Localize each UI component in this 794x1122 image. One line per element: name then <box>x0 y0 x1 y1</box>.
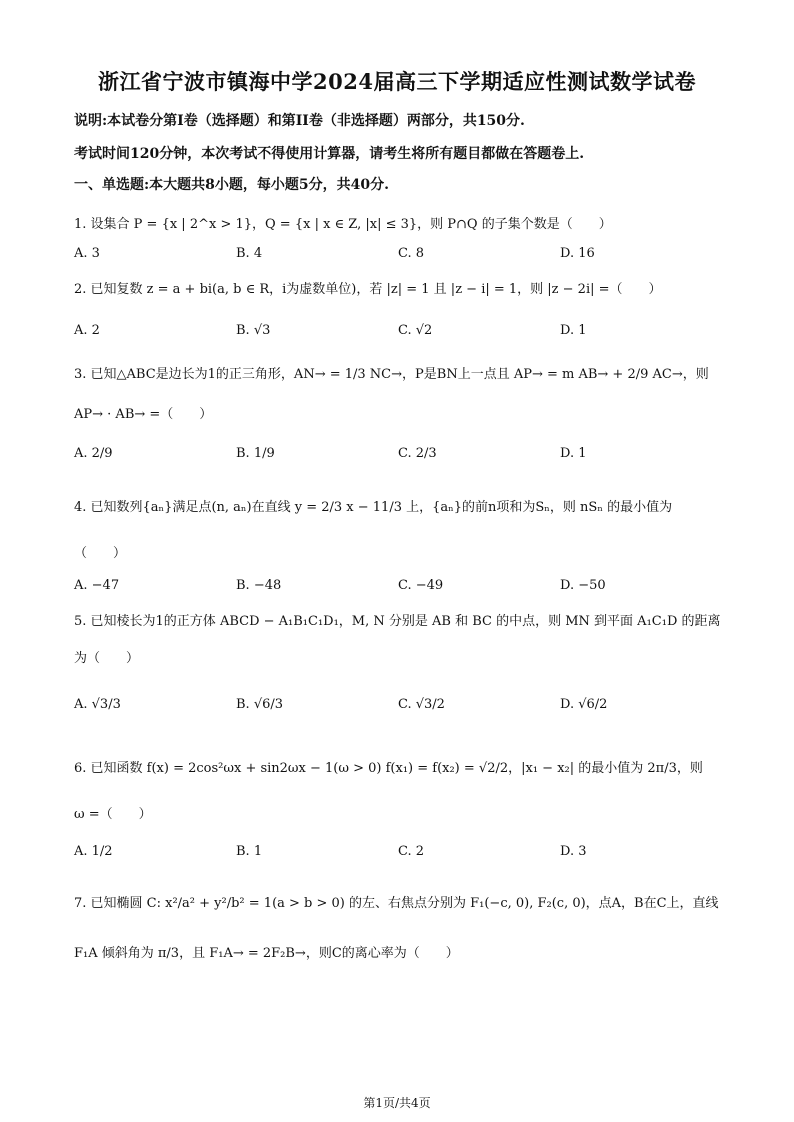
exam-title: 浙江省宁波市镇海中学2024届高三下学期适应性测试数学试卷 <box>98 69 696 94</box>
option-c: C. −49 <box>398 578 444 593</box>
question-4-line-2: （ ） <box>74 546 127 561</box>
question-2: 2. 已知复数 z = a + bi(a, b ∈ R，i为虚数单位)，若 |z| = 1 且 |z − i| = 1，则 |z − 2i| =（ ） <box>74 282 662 297</box>
option-d: D. √6/2 <box>560 697 608 712</box>
option-b: B. 4 <box>236 246 263 261</box>
question-6-line-1: 6. 已知函数 f(x) = 2cos²ωx + sin2ωx − 1(ω > 0) f(x₁) = f(x₂) = √2/2，|x₁ − x₂| 的最小值为 2π/3，则 <box>74 761 703 776</box>
question-5-line-2: 为（ ） <box>74 651 140 666</box>
option-d: D. −50 <box>560 578 606 593</box>
question-4-options <box>74 578 714 600</box>
option-a: A. √3/3 <box>74 697 121 712</box>
question-5-options <box>74 697 714 719</box>
page-number: 第1页/共4页 <box>363 1096 431 1110</box>
option-a: A. 1/2 <box>74 844 113 859</box>
option-c: C. √3/2 <box>398 697 445 712</box>
option-b: B. 1 <box>236 844 263 859</box>
option-b: B. √6/3 <box>236 697 284 712</box>
option-b: B. −48 <box>236 578 282 593</box>
question-3-line-2: AP→ · AB→ =（ ） <box>74 407 213 422</box>
question-2-options <box>74 323 714 345</box>
option-c: C. 2/3 <box>398 446 437 461</box>
option-a: A. −47 <box>74 578 120 593</box>
exam-instruction: 说明:本试卷分第I卷（选择题）和第II卷（非选择题）两部分，共150分. <box>74 113 525 129</box>
option-a: A. 2 <box>74 323 100 338</box>
option-c: C. √2 <box>398 323 433 338</box>
option-b: B. 1/9 <box>236 446 275 461</box>
question-6-options <box>74 844 714 866</box>
question-1-options <box>74 246 714 268</box>
option-a: A. 2/9 <box>74 446 113 461</box>
question-3-options <box>74 446 714 468</box>
option-d: D. 1 <box>560 446 587 461</box>
question-4-line-1: 4. 已知数列{aₙ}满足点(n, aₙ)在直线 y = 2/3 x − 11/3 上，{aₙ}的前n项和为Sₙ，则 nSₙ 的最小值为 <box>74 500 673 515</box>
question-3-line-1: 3. 已知△ABC是边长为1的正三角形，AN→ = 1/3 NC→，P是BN上一点且 AP→ = m AB→ + 2/9 AC→，则 <box>74 367 709 382</box>
option-d: D. 1 <box>560 323 587 338</box>
question-7-line-1: 7. 已知椭圆 C: x²/a² + y²/b² = 1(a > b > 0) 的左、右焦点分别为 F₁(−c, 0), F₂(c, 0)，点A，B在C上，直线 <box>74 896 719 911</box>
option-a: A. 3 <box>74 246 100 261</box>
option-d: D. 16 <box>560 246 595 261</box>
question-6-line-2: ω =（ ） <box>74 807 152 822</box>
option-d: D. 3 <box>560 844 587 859</box>
exam-time-note: 考试时间120分钟，本次考试不得使用计算器，请考生将所有题目都做在答题卷上. <box>74 146 585 162</box>
question-7-line-2: F₁A 倾斜角为 π/3，且 F₁A→ = 2F₂B→，则C的离心率为（ ） <box>74 946 459 961</box>
section-heading: 一、单选题:本大题共8小题，每小题5分，共40分. <box>74 177 390 193</box>
option-b: B. √3 <box>236 323 271 338</box>
option-c: C. 8 <box>398 246 425 261</box>
question-1: 1. 设集合 P = {x | 2^x > 1}，Q = {x | x ∈ Z, |x| ≤ 3}，则 P∩Q 的子集个数是（ ） <box>74 217 612 232</box>
question-5-line-1: 5. 已知棱长为1的正方体 ABCD − A₁B₁C₁D₁，M, N 分别是 AB 和 BC 的中点，则 MN 到平面 A₁C₁D 的距离 <box>74 614 721 629</box>
option-c: C. 2 <box>398 844 425 859</box>
